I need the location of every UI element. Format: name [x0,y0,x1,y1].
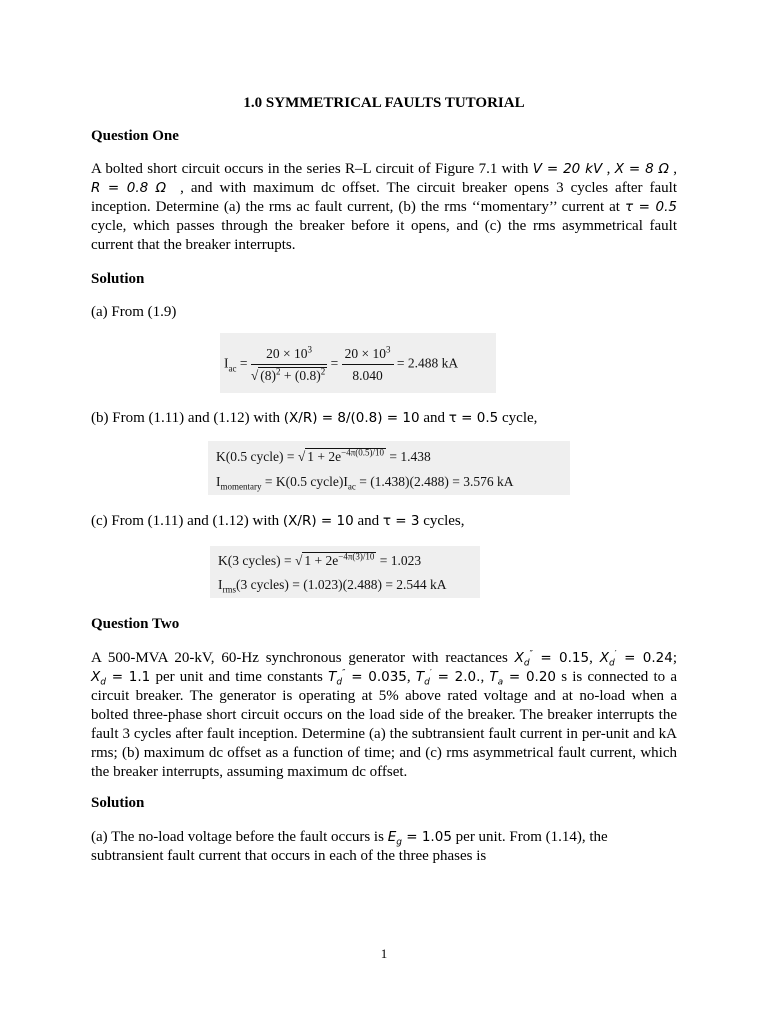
solution-one-heading: Solution [91,271,145,287]
sol2-line-1: (a) The no-load voltage before the fault occurs is $E_g = 1.05$ per unit. From (1.14), the [91,829,608,848]
equation-k-momentary: K(0.5 cycle) = √ $1 + 2e^{-4\pi(0.5)/10} = 1.438$ $I_{momentary} = K(0.5$ $cycle)I_{ac} = (1.438)(2.488) = 3.576$ kA [208,441,570,495]
solution-two-text [91,828,677,866]
q1-line-3: inception. Determine (a) the rms ac fault current, (b) the rms ‘‘momentary’’ current at τ = 0.5 [91,199,677,215]
q1-line-2: R = 0.8 Ω , and with maximum dc offset. The circuit breaker opens 3 cycles after fault [91,180,678,196]
sol2-line-2: subtransient fault current that occurs in each of the three phases is [91,848,487,864]
q2-line-2: $X_d = 1.1$ per unit and time constants $T_d'' = 0.035$, $T_d' = 2.0$., $T_a = 0.20$ s is connected to a [91,668,677,688]
page-number: 1 [380,946,388,961]
q2-line-6: rms; (b) maximum dc offset as a function of time; and (c) rms asymmetrical fault current, which [91,745,677,761]
q2-line-7: the breaker interrupts, assuming maximum dc offset. [91,764,408,780]
equation-iac: $I_{ac}$ = $\frac{20 \times 10^3}{√ (8)^2 + (0.8)^2}$ = $\frac{20 \times 10^3}{8.040}$ = 2.488 kA [220,333,496,393]
q1-line-1: A bolted short circuit occurs in the series R–L circuit of Figure 7.1 with V = 20 kV , X = 8 Ω , [91,161,678,177]
question-one-text [91,160,677,255]
q2-line-5: fault 3 cycles after fault inception. Determine (a) the subtransient fault current in per-unit and kA [91,726,677,742]
solution-c-text: (c) From (1.11) and (1.12) with (X/R) = 10 and τ = 3 cycles, [91,513,465,529]
solution-two-heading: Solution [91,795,145,811]
q2-line-3: circuit breaker. The generator is operating at 5% above rated voltage and at no-load when a [91,688,677,704]
solution-a-text: (a) From (1.9) [91,304,177,320]
page-title: 1.0 SYMMETRICAL FAULTS TUTORIAL [243,95,525,111]
q1-line-5: current that the breaker interrupts. [91,237,296,253]
equation-k-rms: K(3 cycles) = √ $1 + 2e^{-4\pi(3)/10} = 1.023$ $I_{rms}(3$ cycles) = (1.023)(2.488) = 2.544 kA [210,546,480,598]
q1-line-4: cycle, which passes through the breaker before it opens, and (c) the rms asymmetrical fault [91,218,677,234]
q2-line-1: A 500-MVA 20-kV, 60-Hz synchronous generator with reactances $X_d'' = 0.15$, $X_d' = 0.24$; [91,649,678,669]
solution-b-text: (b) From (1.11) and (1.12) with (X/R) = 8/(0.8) = 10 and τ = 0.5 cycle, [91,410,538,426]
q2-line-4: bolted three-phase short circuit occurs on the load side of the breaker. The breaker interrupts the [91,707,677,723]
question-two-heading: Question Two [91,616,180,632]
question-one-heading: Question One [91,128,179,144]
question-two-text [91,649,677,782]
